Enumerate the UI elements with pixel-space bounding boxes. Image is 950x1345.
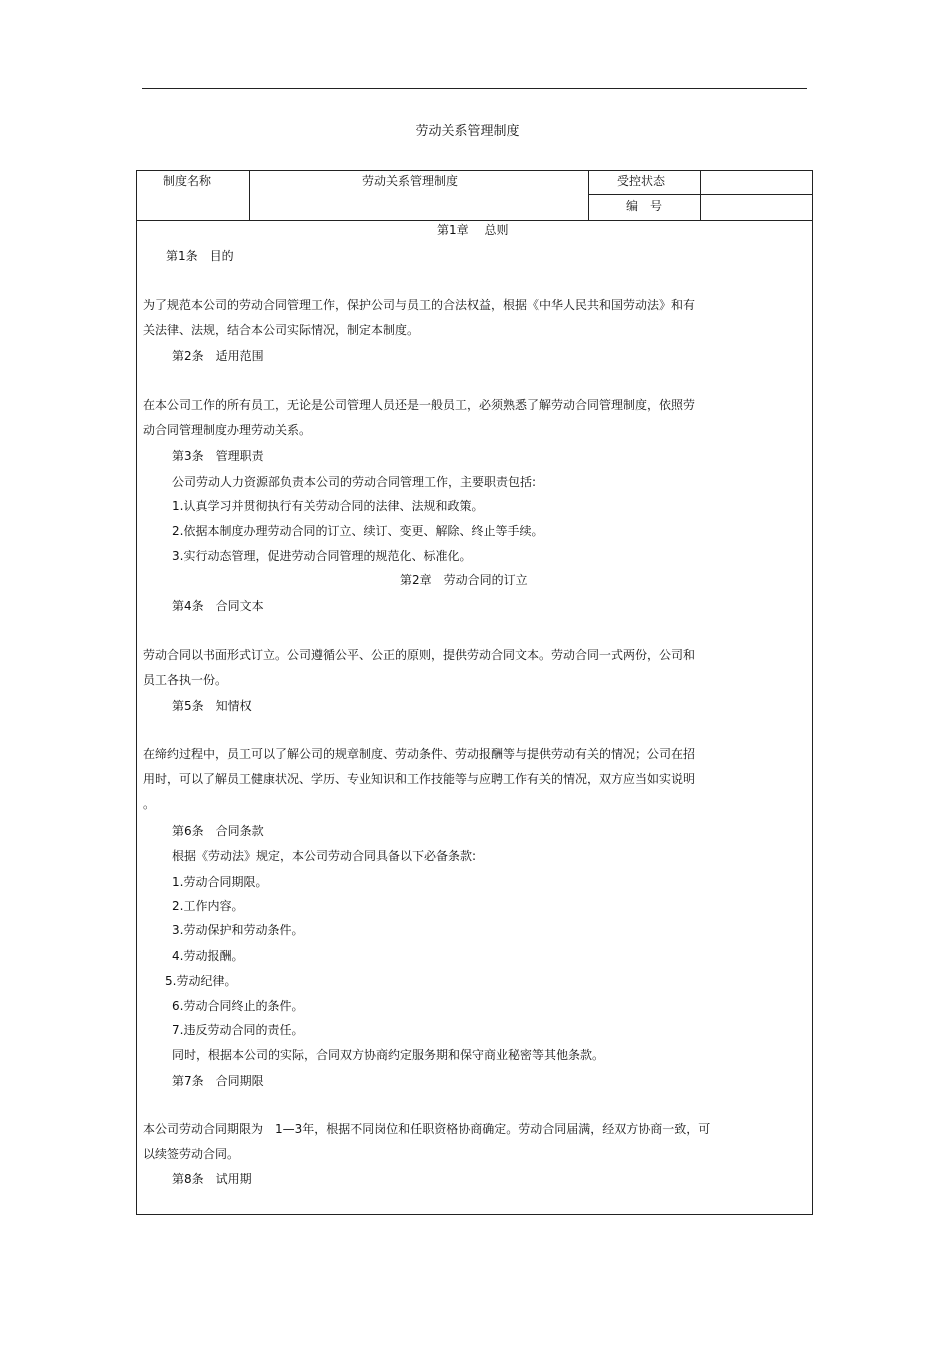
header-divider [588, 170, 589, 220]
paragraph-line: 用时，可以了解员工健康状况、学历、专业知识和工作技能等与应聘工作有关的情况，双方应当如实说明 [143, 772, 696, 786]
paragraph-line: 本公司劳动合同期限为 1—3年，根据不同岗位和任职资格协商确定。劳动合同届满，经双方协商一致，可 [143, 1122, 711, 1136]
name-value: 劳动关系管理制度 [362, 174, 459, 188]
list-item: 5.劳动纪律。 [165, 974, 237, 988]
paragraph-line: 为了规范本公司的劳动合同管理工作，保护公司与员工的合法权益，根据《中华人民共和国劳动法》和有 [143, 298, 696, 312]
header-divider [588, 194, 813, 195]
list-item: 3.劳动保护和劳动条件。 [172, 923, 304, 937]
chapter-heading: 第1章 总则 [437, 223, 509, 237]
list-item: 4.劳动报酬。 [172, 949, 244, 963]
top-rule [142, 88, 807, 89]
paragraph-line: 。 [143, 797, 156, 811]
article-heading: 第7条 合同期限 [172, 1074, 264, 1088]
paragraph-line: 动合同管理制度办理劳动关系。 [143, 423, 312, 437]
paragraph-line: 关法律、法规，结合本公司实际情况，制定本制度。 [143, 323, 420, 337]
paragraph-line: 劳动合同以书面形式订立。公司遵循公平、公正的原则，提供劳动合同文本。劳动合同一式两份，公司和 [143, 648, 696, 662]
status-label: 受控状态 [617, 174, 666, 188]
article-heading: 第1条 目的 [166, 249, 234, 263]
paragraph-line: 员工各执一份。 [143, 673, 228, 687]
document-title: 劳动关系管理制度 [415, 124, 520, 139]
list-item: 6.劳动合同终止的条件。 [172, 999, 304, 1013]
list-item: 2.工作内容。 [172, 899, 244, 913]
paragraph-line: 在缔约过程中，员工可以了解公司的规章制度、劳动条件、劳动报酬等与提供劳动有关的情况；公司在招 [143, 747, 696, 761]
paragraph-line: 以续签劳动合同。 [143, 1147, 240, 1161]
list-item: 2.依据本制度办理劳动合同的订立、续订、变更、解除、终止等手续。 [172, 524, 544, 538]
paragraph-line: 同时，根据本公司的实际，合同双方协商约定服务期和保守商业秘密等其他条款。 [172, 1048, 605, 1062]
chapter-heading: 第2章 劳动合同的订立 [400, 573, 528, 587]
article-heading: 第8条 试用期 [172, 1172, 252, 1186]
article-heading: 第5条 知情权 [172, 699, 252, 713]
list-item: 3.实行动态管理，促进劳动合同管理的规范化、标准化。 [172, 549, 472, 563]
article-heading: 第2条 适用范围 [172, 349, 264, 363]
header-divider [700, 170, 701, 220]
header-divider [249, 170, 250, 220]
header-bottom-rule [136, 220, 813, 221]
paragraph-line: 在本公司工作的所有员工，无论是公司管理人员还是一般员工，必须熟悉了解劳动合同管理制度，依照劳 [143, 398, 696, 412]
article-heading: 第4条 合同文本 [172, 599, 264, 613]
article-heading: 第3条 管理职责 [172, 449, 264, 463]
list-item: 1.劳动合同期限。 [172, 875, 268, 889]
number-label: 编 号 [626, 199, 663, 213]
article-heading: 第6条 合同条款 [172, 824, 264, 838]
paragraph-line: 公司劳动人力资源部负责本公司的劳动合同管理工作，主要职责包括: [172, 475, 537, 489]
list-item: 1.认真学习并贯彻执行有关劳动合同的法律、法规和政策。 [172, 499, 484, 513]
name-label: 制度名称 [163, 174, 212, 188]
paragraph-line: 根据《劳动法》规定，本公司劳动合同具备以下必备条款: [172, 849, 477, 863]
list-item: 7.违反劳动合同的责任。 [172, 1023, 304, 1037]
